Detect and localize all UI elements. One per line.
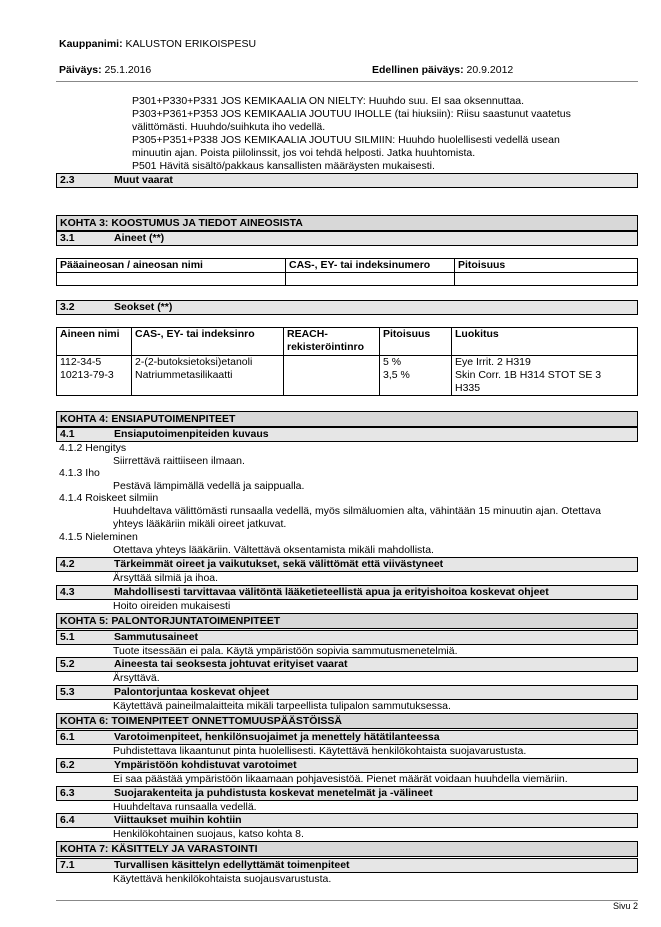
section-title: KOHTA 7: KÄSITTELY JA VARASTOINTI [60, 843, 258, 855]
item-text: Tuote itsessään ei pala. Käytä ympäristöön sopivia sammutusmenetelmiä. [113, 645, 458, 657]
precaution-line: minuutin ajan. Poista piilolinssit, jos voi tehdä helposti. Jatka huuhtomista. [132, 147, 476, 159]
item-label: 4.1.2 Hengitys [59, 442, 127, 454]
table-cell [284, 356, 380, 396]
subsection-number: 3.1 [60, 232, 75, 244]
subsection-3-2-header [56, 300, 638, 315]
subsection-number: 4.1 [60, 428, 75, 440]
subsection-title: Muut vaarat [114, 174, 173, 186]
subsection-5-2-header [56, 657, 638, 672]
subsection-title: Suojarakenteita ja puhdistusta koskevat menetelmät ja -välineet [114, 787, 433, 799]
subsection-title: Sammutusaineet [114, 631, 199, 643]
table-cell: 5 % 3,5 % [380, 356, 452, 396]
prev-date-line [372, 64, 513, 77]
item-text: Huuhdeltava välittömästi runsaalla vedellä, myös silmäluomien alta, vähintään 15 minuutin ajan. Otettava [113, 505, 601, 517]
prev-date-label: Edellinen päiväys: [372, 64, 464, 76]
item-text: Käytettävä henkilökohtaista suojausvarustusta. [113, 873, 332, 885]
item-text: Puhdistettava likaantunut pinta huolellisesti. Käytettävä henkilökohtaista suojavarustusta. [113, 745, 527, 757]
table-row [57, 273, 638, 286]
item-text: Siirrettävä raittiiseen ilmaan. [113, 455, 245, 467]
date-label: Päiväys: [59, 64, 102, 76]
precaution-line: P501 Hävitä sisältö/pakkaus kansallisten määräysten mukaisesti. [132, 160, 435, 172]
item-text: Pestävä lämpimällä vedellä ja saippualla. [113, 480, 305, 492]
subsection-title: Varotoimenpiteet, henkilönsuojaimet ja menettely hätätilanteessa [114, 731, 440, 743]
subsection-number: 5.2 [60, 658, 75, 670]
column-header: CAS-, EY- tai indeksinumero [286, 259, 455, 273]
subsection-7-1-header [56, 858, 638, 873]
item-text: Ärsyttävä. [113, 672, 160, 684]
section-7-header [56, 841, 638, 857]
item-text: Ärsyttää silmiä ja ihoa. [113, 572, 219, 584]
subsection-title: Mahdollisesti tarvittavaa välitöntä lääketieteellistä apua ja erityishoitoa koskevat ohjeet [114, 586, 549, 598]
subsection-number: 3.2 [60, 301, 75, 313]
subsection-number: 7.1 [60, 859, 75, 871]
trade-name-line [59, 38, 256, 51]
subsection-5-3-header [56, 685, 638, 700]
section-title: KOHTA 5: PALONTORJUNTATOIMENPITEET [60, 615, 281, 627]
column-header: Luokitus [452, 328, 638, 356]
item-label: 4.1.5 Nieleminen [59, 531, 138, 543]
subsection-number: 2.3 [60, 174, 75, 186]
table-cell: 2-(2-butoksietoksi)etanoli Natriummetasilikaatti [132, 356, 284, 396]
section-6-header [56, 713, 638, 729]
subsection-number: 6.4 [60, 814, 75, 826]
subsection-5-1-header [56, 630, 638, 645]
subsection-4-1-header [56, 427, 638, 442]
item-label: 4.1.3 Iho [59, 467, 100, 479]
subsection-title: Aineesta tai seoksesta johtuvat erityiset vaarat [114, 658, 348, 670]
subsection-title: Turvallisen käsittelyn edellyttämät toimenpiteet [114, 859, 350, 871]
section-title: KOHTA 6: TOIMENPITEET ONNETTOMUUSPÄÄSTÖISSÄ [60, 715, 342, 727]
item-text: Ei saa päästää ympäristöön likaamaan pohjavesistöä. Pienet määrät voidaan huuhdella viemäriin. [113, 773, 568, 785]
table-cell [455, 273, 638, 286]
subsection-4-2-header [56, 557, 638, 572]
subsection-title: Seokset (**) [114, 301, 173, 313]
subsection-title: Ympäristöön kohdistuvat varotoimet [114, 759, 297, 771]
subsection-number: 6.1 [60, 731, 75, 743]
table-header-row [57, 259, 638, 273]
subsection-number: 6.2 [60, 759, 75, 771]
column-header: Pääaineosan / aineosan nimi [57, 259, 286, 273]
item-text: Hoito oireiden mukaisesti [113, 600, 231, 612]
subsection-6-1-header [56, 730, 638, 745]
mixtures-table [56, 327, 638, 396]
subsection-2-3-header [56, 173, 638, 188]
subsection-6-2-header [56, 758, 638, 773]
footer-divider [56, 900, 638, 901]
section-title: KOHTA 4: ENSIAPUTOIMENPITEET [60, 413, 236, 425]
table-cell [286, 273, 455, 286]
item-text: Huuhdeltava runsaalla vedellä. [113, 801, 257, 813]
subsection-6-4-header [56, 813, 638, 828]
column-header: Pitoisuus [455, 259, 638, 273]
section-5-header [56, 613, 638, 629]
subsection-title: Ensiaputoimenpiteiden kuvaus [114, 428, 269, 440]
section-3-header [56, 215, 638, 231]
column-header: Aineen nimi [57, 328, 132, 356]
subsection-title: Aineet (**) [114, 232, 165, 244]
table-cell: 112-34-5 10213-79-3 [57, 356, 132, 396]
substances-table [56, 258, 638, 286]
subsection-3-1-header [56, 231, 638, 246]
item-text: Käytettävä paineilmalaitteita mikäli tarpeellista tulipalon sammutuksessa. [113, 700, 451, 712]
page-number: Sivu 2 [612, 901, 638, 911]
item-text: Henkilökohtainen suojaus, katso kohta 8. [113, 828, 304, 840]
subsection-title: Palontorjuntaa koskevat ohjeet [114, 686, 270, 698]
column-header: REACH-rekisteröintinro [284, 328, 380, 356]
table-row [57, 356, 638, 396]
precaution-line: P305+P351+P338 JOS KEMIKAALIA JOUTUU SILMIIN: Huuhdo huolellisesti vedellä usean [132, 134, 560, 146]
item-label: 4.1.4 Roiskeet silmiin [59, 492, 159, 504]
table-header-row [57, 328, 638, 356]
subsection-number: 5.3 [60, 686, 75, 698]
item-text: yhteys lääkäriin mikäli oireet jatkuvat. [113, 518, 287, 530]
section-4-header [56, 411, 638, 427]
date-value: 25.1.2016 [104, 64, 152, 76]
subsection-number: 6.3 [60, 787, 75, 799]
column-header: CAS-, EY- tai indeksinro [132, 328, 284, 356]
trade-name: KALUSTON ERIKOISPESU [125, 38, 257, 50]
precaution-line: P303+P361+P353 JOS KEMIKAALIA JOUTUU IHOLLE (tai hiuksiin): Riisu saastunut vaatetus [132, 108, 571, 120]
column-header: Pitoisuus [380, 328, 452, 356]
prev-date-value: 20.9.2012 [466, 64, 514, 76]
precaution-line: P301+P330+P331 JOS KEMIKAALIA ON NIELTY: Huuhdo suu. EI saa oksennuttaa. [132, 95, 525, 107]
header-divider [56, 81, 638, 82]
precaution-line: välittömästi. Huuhdo/suihkuta iho vedellä. [132, 121, 326, 133]
subsection-6-3-header [56, 786, 638, 801]
subsection-number: 4.2 [60, 558, 75, 570]
section-title: KOHTA 3: KOOSTUMUS JA TIEDOT AINEOSISTA [60, 217, 303, 229]
trade-name-label: Kauppanimi: [59, 38, 123, 50]
table-cell: Eye Irrit. 2 H319 Skin Corr. 1B H314 STOT SE 3 H335 [452, 356, 638, 396]
subsection-title: Tärkeimmät oireet ja vaikutukset, sekä välittömät että viivästyneet [114, 558, 444, 570]
date-line [59, 64, 151, 77]
table-cell [57, 273, 286, 286]
subsection-title: Viittaukset muihin kohtiin [114, 814, 242, 826]
subsection-number: 5.1 [60, 631, 75, 643]
item-text: Otettava yhteys lääkäriin. Vältettävä oksentamista mikäli mahdollista. [113, 544, 434, 556]
subsection-number: 4.3 [60, 586, 75, 598]
subsection-4-3-header [56, 585, 638, 600]
